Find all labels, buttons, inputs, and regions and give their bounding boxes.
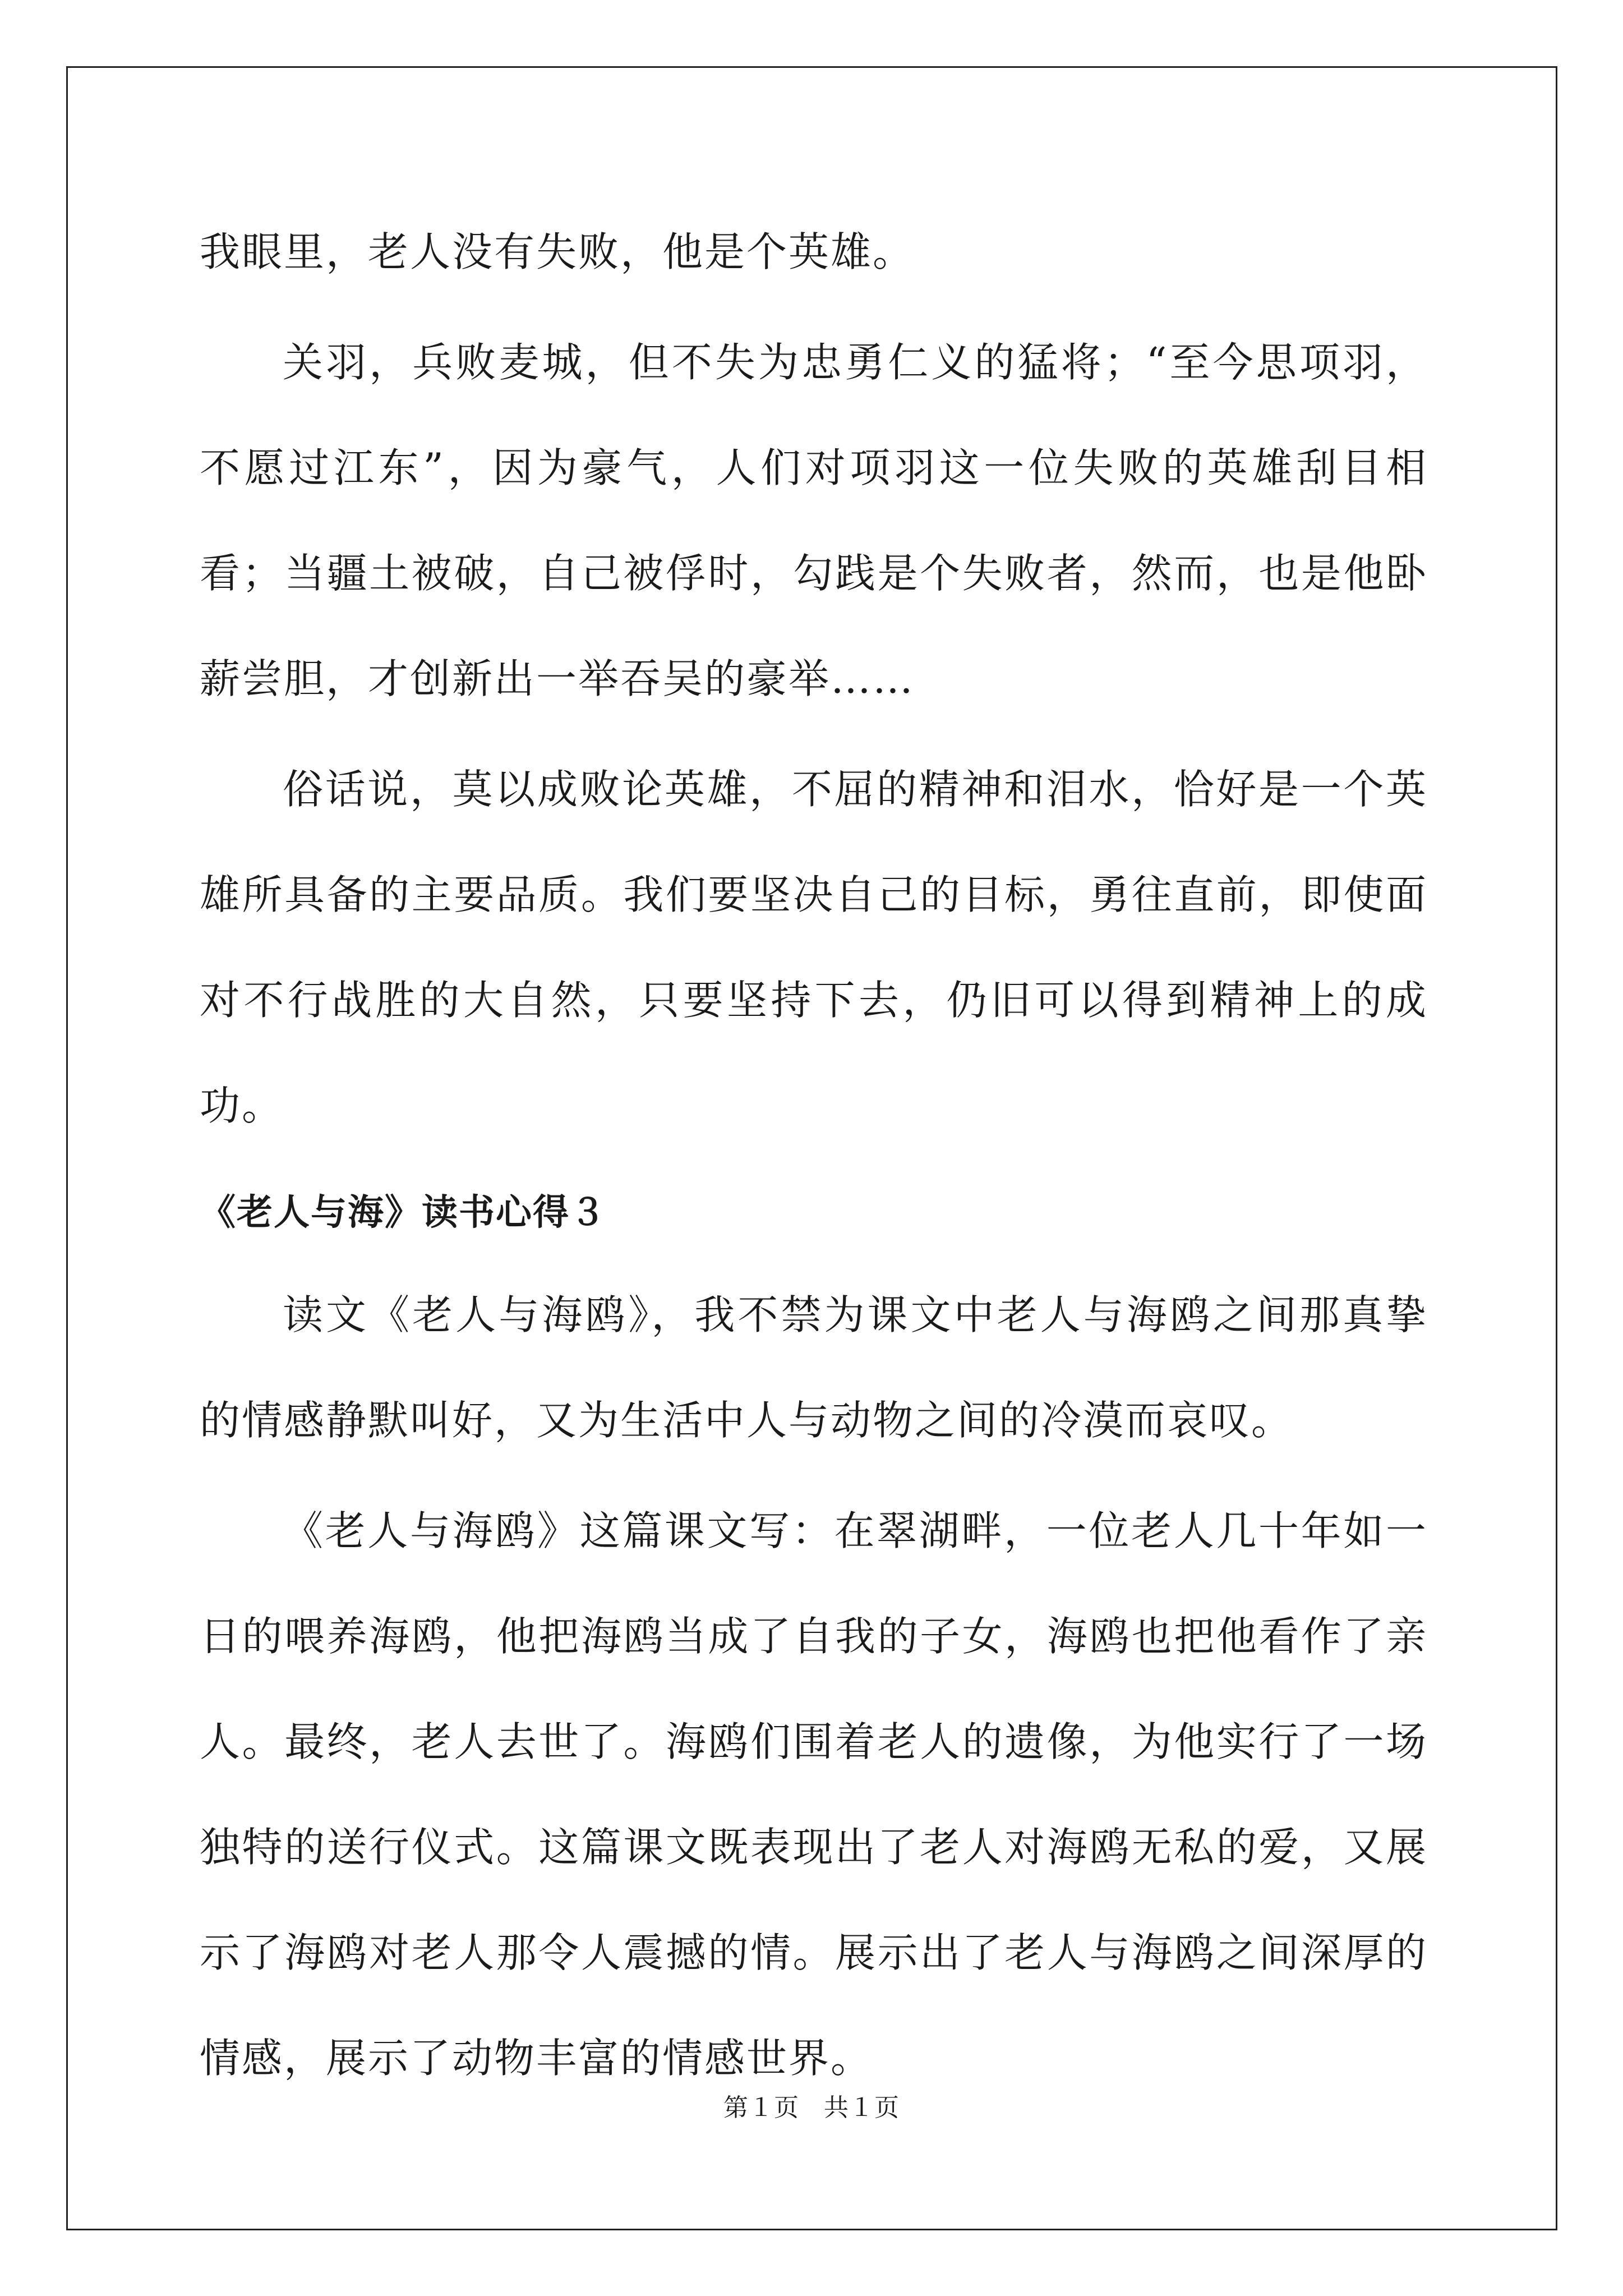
paragraph-reading: 读文《老人与海鸥》，我不禁为课文中老人与海鸥之间那真挚的情感静默叫好，又为生活中人与动物之间的冷漠而哀叹。 xyxy=(200,1291,1428,1444)
page-total: 共１页 xyxy=(824,2093,900,2122)
paragraph-summary: 《老人与海鸥》这篇课文写：在翠湖畔，一位老人几十年如一日的喂养海鸥，他把海鸥当成了自我的子女，海鸥也把他看作了亲人。最终，老人去世了。海鸥们围着老人的遗像，为他实行了一场独特的送行仪式。这篇课文既表现出了老人对海鸥无私的爱，又展示了海鸥对老人那令人震撼的情。展示出了老人与海鸥之间深厚的情感，展示了动物丰富的情感世界。 xyxy=(200,1507,1428,2082)
document-body xyxy=(200,199,1428,2116)
page-footer xyxy=(0,2091,1623,2125)
paragraph-heroes: 关羽，兵败麦城，但不失为忠勇仁义的猛将；“至今思项羽，不愿过江东”，因为豪气，人们对项羽这一位失败的英雄刮目相看；当疆土被破，自己被俘时，勾践是个失败者，然而，也是他卧薪尝胆，才创新出一举吞吴的豪举…… xyxy=(200,339,1428,702)
paragraph-proverb: 俗话说，莫以成败论英雄，不屈的精神和泪水，恰好是一个英雄所具备的主要品质。我们要坚决自己的目标，勇往直前，即使面对不行战胜的大自然，只要坚持下去，仍旧可以得到精神上的成功。 xyxy=(200,766,1428,1129)
paragraph-intro-end: 我眼里，老人没有失败，他是个英雄。 xyxy=(200,228,915,275)
page-number: 第１页 xyxy=(723,2093,799,2122)
section-title: 《老人与海》读书心得３ xyxy=(200,1191,607,1234)
